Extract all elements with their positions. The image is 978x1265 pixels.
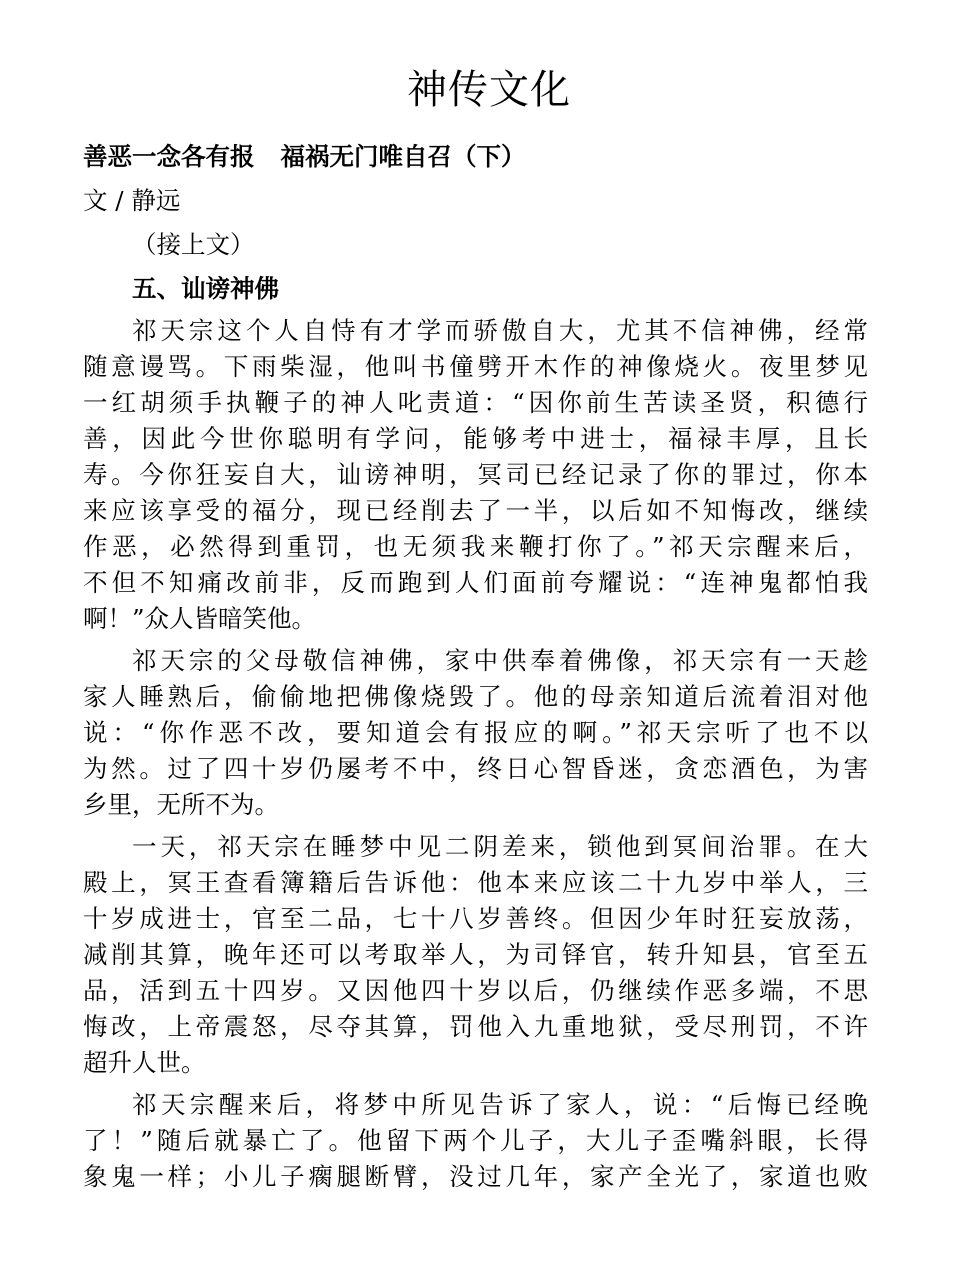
paragraph-line: 十岁成进士，官至二品，七十八岁善终。但因少年时狂妄放荡， xyxy=(83,904,868,933)
paragraph-line: 作恶，必然得到重罚，也无须我来鞭打你了。”祁天宗醒来后， xyxy=(83,532,868,561)
paragraph-4 xyxy=(83,1087,868,1195)
paragraph-line: 品，活到五十四岁。又因他四十岁以后，仍继续作恶多端，不思 xyxy=(83,976,868,1005)
section-heading: 五、讪谤神佛 xyxy=(132,274,279,303)
paragraph-line: 为然。过了四十岁仍屡考不中，终日心智昏迷，贪恋酒色，为害 xyxy=(83,754,868,783)
article-body xyxy=(83,137,868,1201)
paragraph-line: 象鬼一样；小儿子瘸腿断臂，没过几年，家产全光了，家道也败 xyxy=(83,1162,868,1191)
continued-note: （接上文） xyxy=(132,230,255,259)
paragraph-line: 寿。今你狂妄自大，讪谤神明，冥司已经记录了你的罪过，你本 xyxy=(83,460,868,489)
article-title-part-1: 善恶一念各有报 xyxy=(83,142,255,171)
byline: 文 / 静远 xyxy=(83,186,181,215)
page-title: 神传文化 xyxy=(407,67,571,113)
paragraph-line: 啊！”众人皆暗笑他。 xyxy=(83,604,317,633)
paragraph-line: 家人睡熟后，偷偷地把佛像烧毁了。他的母亲知道后流着泪对他 xyxy=(83,682,868,711)
paragraph-line: 不但不知痛改前非，反而跑到人们面前夸耀说：“连神鬼都怕我 xyxy=(83,568,868,597)
paragraph-line: 了！”随后就暴亡了。他留下两个儿子，大儿子歪嘴斜眼，长得 xyxy=(83,1126,868,1155)
article-title-part-2: 福祸无门唯自召（下） xyxy=(280,142,526,171)
paragraph-3 xyxy=(83,829,868,1081)
article-title xyxy=(83,137,868,177)
paragraph-line: 一红胡须手执鞭子的神人叱责道：“因你前生苦读圣贤，积德行 xyxy=(83,388,868,417)
paragraph-line: 超升人世。 xyxy=(83,1048,206,1077)
paragraph-line: 减削其算，晚年还可以考取举人，为司铎官，转升知县，官至五 xyxy=(83,940,868,969)
paragraph-line: 善，因此今世你聪明有学问，能够考中进士，福禄丰厚，且长 xyxy=(83,424,868,453)
paragraph-line: 来应该享受的福分，现已经削去了一半，以后如不知悔改，继续 xyxy=(83,496,868,525)
paragraph-line: 说：“你作恶不改，要知道会有报应的啊。”祁天宗听了也不以 xyxy=(83,718,868,747)
paragraph-line: 一天，祁天宗在睡梦中见二阴差来，锁他到冥间治罪。在大 xyxy=(132,832,868,861)
paragraph-line: 祁天宗醒来后，将梦中所见告诉了家人，说：“后悔已经晚 xyxy=(132,1090,868,1119)
paragraph-line: 悔改，上帝震怒，尽夺其算，罚他入九重地狱，受尽刑罚，不许 xyxy=(83,1012,868,1041)
paragraph-line: 殿上，冥王查看簿籍后告诉他：他本来应该二十九岁中举人，三 xyxy=(83,868,868,897)
paragraph-line: 乡里，无所不为。 xyxy=(83,790,279,819)
paragraph-line: 祁天宗的父母敬信神佛，家中供奉着佛像，祁天宗有一天趁 xyxy=(132,646,868,675)
paragraph-2 xyxy=(83,643,868,823)
paragraph-line: 随意谩骂。下雨柴湿，他叫书僮劈开木作的神像烧火。夜里梦见 xyxy=(83,352,868,381)
paragraph-line: 祁天宗这个人自恃有才学而骄傲自大，尤其不信神佛，经常 xyxy=(132,316,868,345)
paragraph-1 xyxy=(83,313,868,637)
